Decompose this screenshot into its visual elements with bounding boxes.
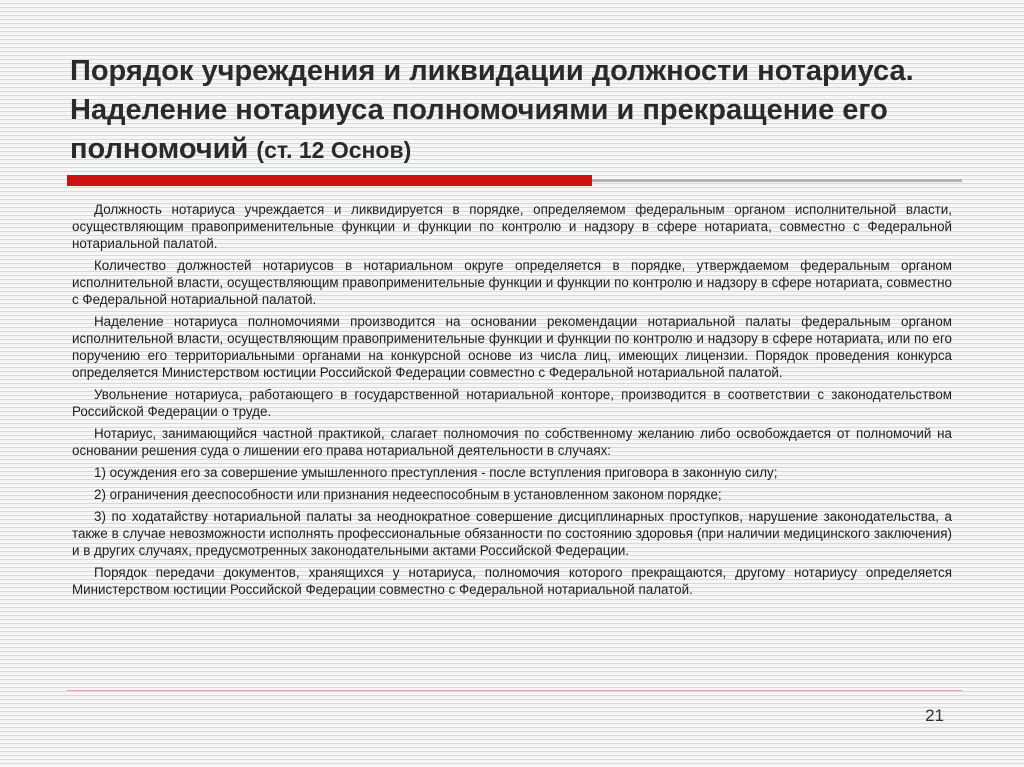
paragraph-number-of-positions: Количество должностей нотариусов в нотариальном округе определяется в порядке, утверждаемом федеральным органом исполнительной власти, осуществляющим правоприменительные функции и функции по контролю и надзору в сфере нотариата, совместно с Федеральной нотариальной палатой. bbox=[72, 258, 952, 307]
slide-title-main: Порядок учреждения и ликвидации должности нотариуса. Наделение нотариуса полномочиями и прекращение его полномочий bbox=[70, 55, 914, 165]
paragraph-document-transfer: Порядок передачи документов, хранящихся у нотариуса, полномочия которого прекращаются, другому нотариусу определяется Министерством юстиции Российской Федерации совместно с Федеральной нотариальной палатой. bbox=[72, 565, 952, 597]
list-item-3: 3) по ходатайству нотариальной палаты за неоднократное совершение дисциплинарных проступков, нарушение законодательства, а также в случае невозможности исполнять профессиональные обязанности по состоянию здоровья (при наличии медицинского заключения) и в других случаях, предусмотренных законодательными актами Российской Федерации. bbox=[72, 509, 952, 558]
list-item-1: 1) осуждения его за совершение умышленного преступления - после вступления приговора в законную силу; bbox=[94, 465, 778, 480]
paragraph-vesting-powers: Наделение нотариуса полномочиями производится на основании рекомендации нотариальной палаты федеральным органом исполнительной власти, осуществляющим правоприменительные функции и функции по контролю и надзору в сфере нотариата, или по его поручению его территориальными органами на конкурсной основе из числа лиц, имеющих лицензии. Порядок проведения конкурса определяется Министерством юстиции Российской Федерации совместно с Федеральной нотариальной палатой. bbox=[72, 314, 952, 380]
title-underline-red bbox=[67, 175, 592, 186]
slide-title bbox=[70, 52, 930, 170]
paragraph-establishment: Должность нотариуса учреждается и ликвидируется в порядке, определяемом федеральным органом исполнительной власти, осуществляющим правоприменительные функции и функции по контролю и надзору в сфере нотариата, совместно с Федеральной нотариальной палатой. bbox=[72, 202, 952, 251]
page-number: 21 bbox=[925, 706, 944, 725]
paragraph-dismissal: Увольнение нотариуса, работающего в государственной нотариальной конторе, производится в соответствии с законодательством Российской Федерации о труде. bbox=[72, 387, 952, 419]
slide-body bbox=[72, 201, 952, 603]
paragraph-private-practice: Нотариус, занимающийся частной практикой, слагает полномочия по собственному желанию либо освобождается от полномочий на основании решения суда о лишении его права нотариальной деятельности в случаях: bbox=[72, 426, 952, 458]
title-underline-gray bbox=[592, 179, 962, 182]
footer-divider bbox=[67, 690, 962, 691]
list-item-2: 2) ограничения дееспособности или признания недееспособным в установленном законом порядке; bbox=[94, 487, 722, 502]
slide-title-reference: (ст. 12 Основ) bbox=[256, 137, 412, 163]
